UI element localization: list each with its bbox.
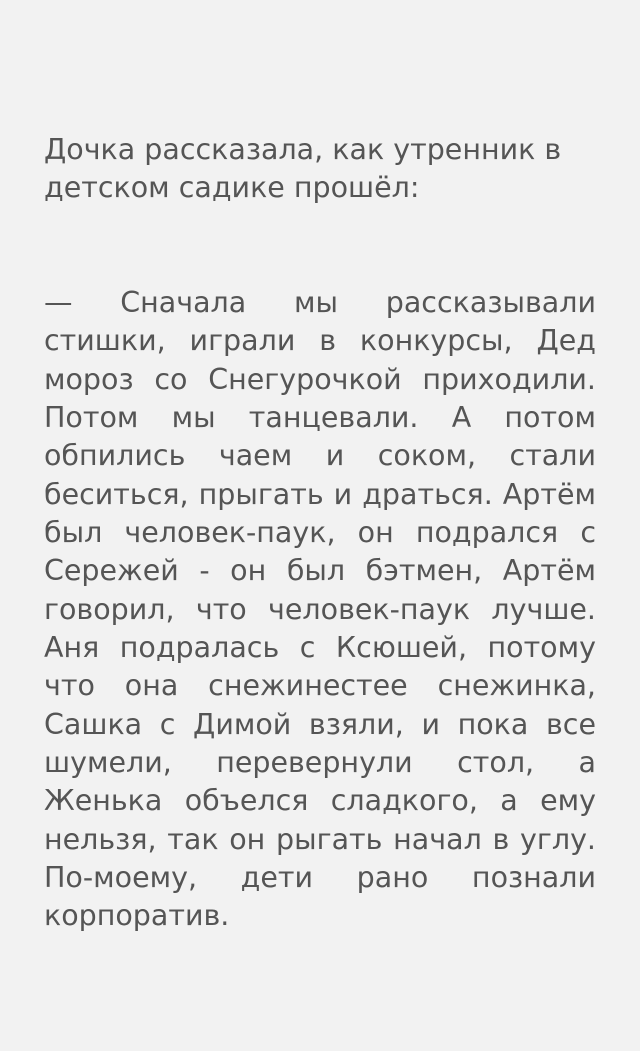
paragraph-quote: — Сначала мы рассказывали стишки, играли в конкурсы, Дед мороз со Снегурочкой приходили. Потом мы танцевали. А потом обпились чаем и соком, стали беситься, прыгать и драться. Артём был человек-паук, он подрался с Сережей - он был бэтмен, Артём говорил, что человек-паук лучше. Аня подралась с Ксюшей, потому что она снежинестее снежинка, Сашка с Димой взяли, и пока все шумели, перевернули стол, а Женька объелся сладкого, а ему нельзя, так он рыгать начал в углу. По-моему, дети рано познали корпоратив.	[44, 285, 606, 933]
paragraph-intro: Дочка рассказала, как утренник в детском садике прошёл:	[44, 132, 571, 204]
story-text	[44, 54, 606, 1051]
